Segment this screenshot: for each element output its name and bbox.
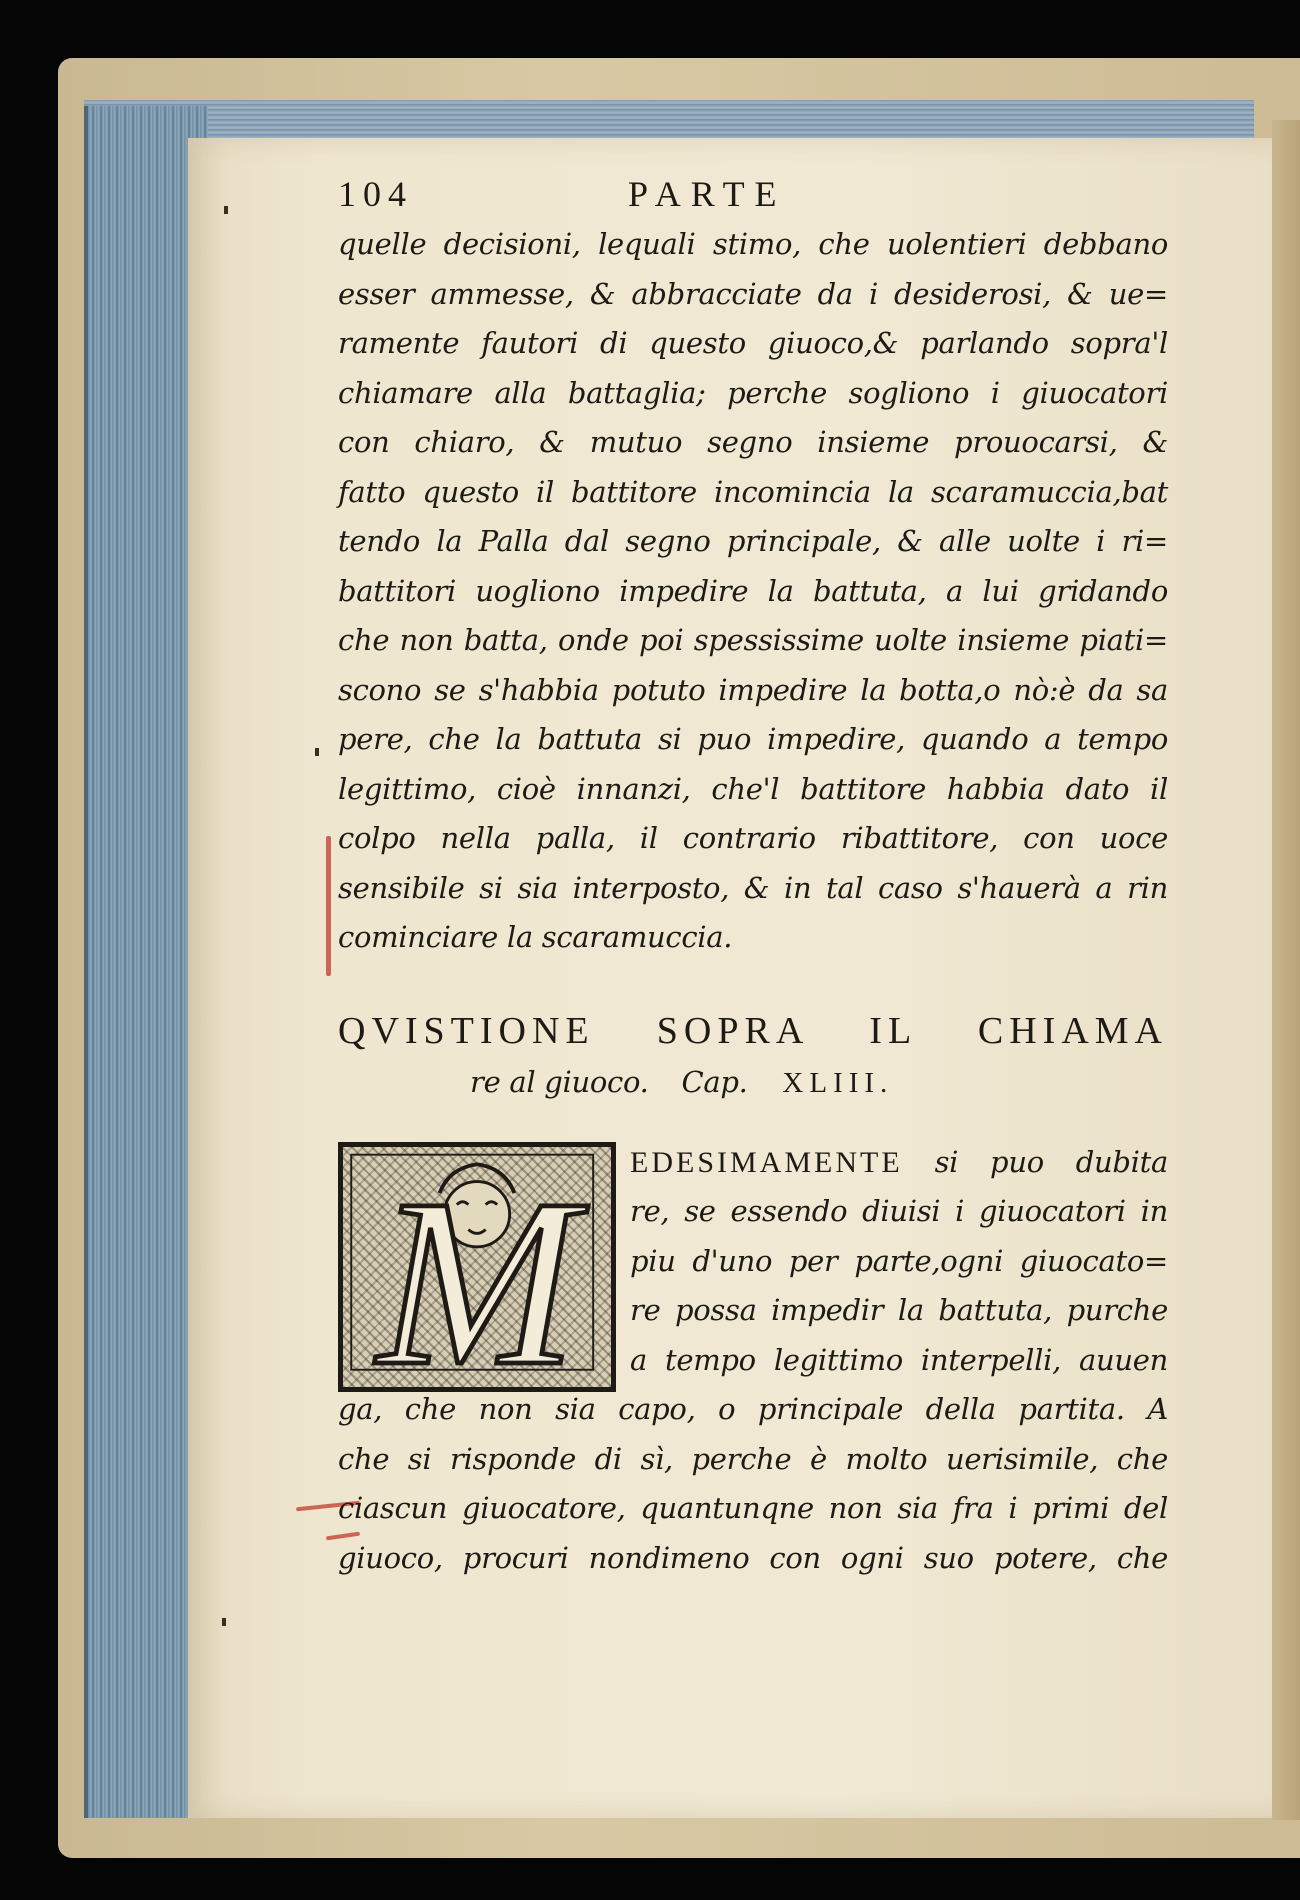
chapter-subheading — [470, 1057, 1168, 1108]
page-top-edge — [84, 100, 1254, 140]
text-line: pere, che la battuta si puo impedire, quando a tempo — [338, 722, 1168, 756]
text-line: che non batta, onde poi spessissime uolte insieme piati= — [338, 623, 1168, 657]
text-line: battitori uogliono impedire la battuta, a lui gridando — [338, 573, 1168, 608]
page-number: 104 — [338, 174, 413, 214]
chapter-heading: QVISTIONE SOPRA IL CHIAMA — [338, 1009, 1168, 1052]
text-line — [630, 1138, 1168, 1188]
text-line: re possa impedir la battuta, purche — [630, 1293, 1168, 1327]
text-line: giuoco, procuri nondimeno con ogni suo potere, che — [338, 1540, 1168, 1575]
text-line: che si risponde di sì, perche è molto uerisimile, che — [338, 1441, 1168, 1476]
binding-gutter — [1272, 120, 1300, 1820]
text-line: re, se essendo diuisi i giuocatori in — [630, 1194, 1168, 1228]
text-line: quelle decisioni, lequali stimo, che uolentieri debbano — [338, 227, 1168, 261]
text-line: ciascun giuocatore, quantunqne non sia fra i primi del — [338, 1491, 1168, 1525]
ink-speck — [224, 206, 228, 214]
text-line: piu d'uno per parte,ogni giuocato= — [630, 1243, 1168, 1278]
running-title: PARTE — [628, 174, 787, 214]
text-line: a tempo legittimo interpelli, auuen — [630, 1342, 1168, 1377]
text-line: scono se s'habbia potuto impedire la botta,o nò:è da sa — [338, 672, 1168, 707]
decorated-initial — [338, 1142, 616, 1392]
text-line: colpo nella palla, il contrario ribattitore, con uoce — [338, 821, 1168, 855]
ink-speck — [315, 748, 319, 756]
chapter-number: XLIII. — [782, 1066, 894, 1099]
page-text — [338, 170, 1168, 1583]
chapter-subheading-text: re al giuoco. — [470, 1064, 649, 1099]
first-word-caps: EDESIMAMENTE — [630, 1145, 903, 1179]
text-line: fatto questo il battitore incomincia la scaramuccia,bat — [338, 474, 1168, 509]
text-line: sensibile si sia interposto, & in tal caso s'hauerà a rin — [338, 870, 1168, 905]
text-line: ga, che non sia capo, o principale della partita. A — [338, 1392, 1168, 1426]
chapter-label: Cap. — [681, 1064, 748, 1099]
paragraph-1 — [338, 220, 1168, 963]
decorated-initial-art — [343, 1147, 611, 1387]
ink-speck — [222, 1618, 226, 1626]
text-line: esser ammesse, & abbracciate da i desiderosi, & ue= — [338, 276, 1168, 311]
text-line: legittimo, cioè innanzi, che'l battitore habbia dato il — [338, 771, 1168, 806]
text-line: con chiaro, & mutuo segno insieme prouocarsi, & — [338, 425, 1168, 459]
page-header — [338, 170, 1168, 220]
first-line-rest: si puo dubita — [902, 1144, 1168, 1179]
red-margin-mark — [326, 836, 331, 976]
drop-cap-letter: M — [377, 1148, 577, 1387]
text-line: chiamare alla battaglia; perche sogliono i giuocatori — [338, 375, 1168, 410]
text-line: cominciare la scaramuccia. — [338, 920, 733, 954]
paragraph-2 — [338, 1138, 1168, 1584]
text-line: ramente fautori di questo giuoco,& parlando sopra'l — [338, 326, 1168, 360]
text-line: tendo la Palla dal segno principale, & alle uolte i ri= — [338, 524, 1168, 558]
